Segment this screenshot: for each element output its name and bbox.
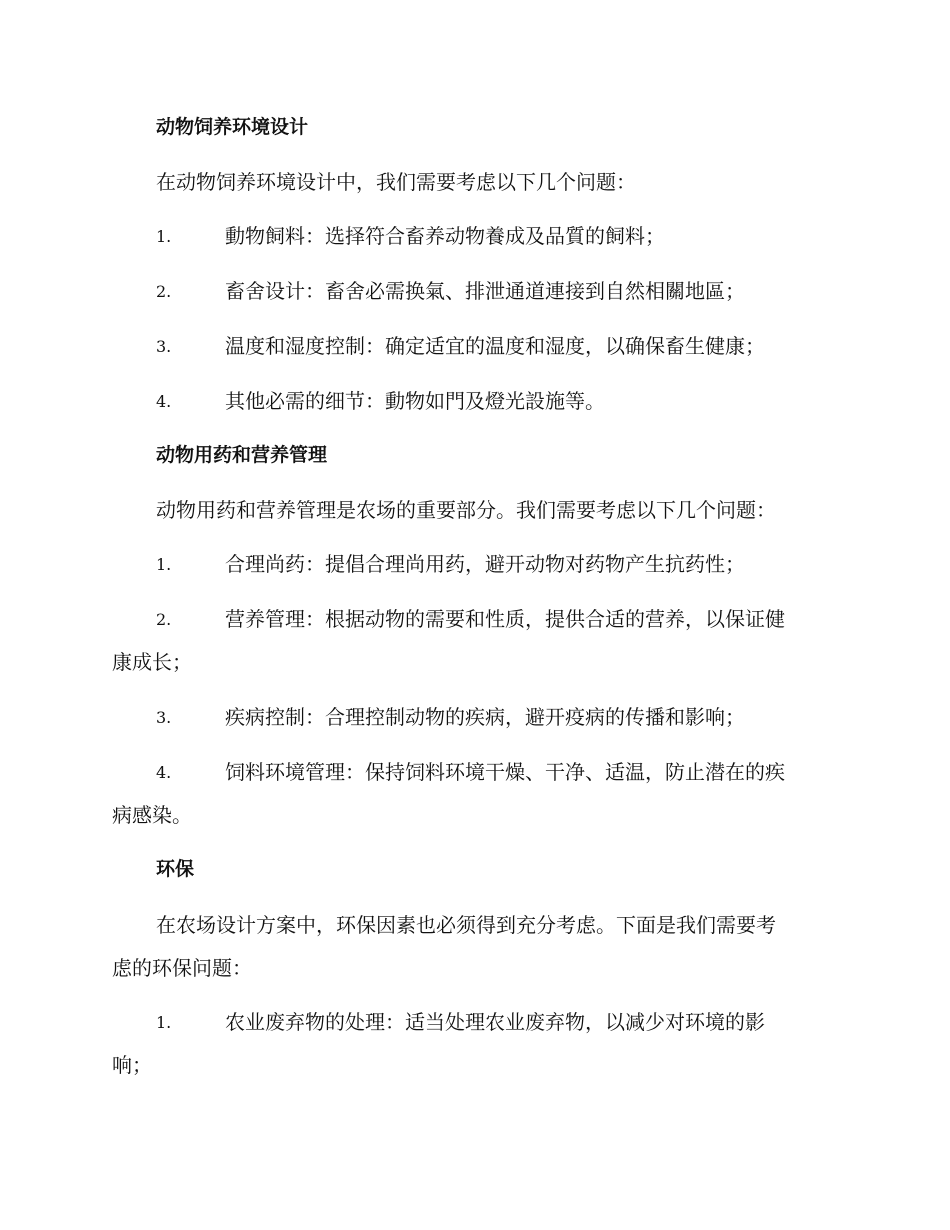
list-number: 3. — [156, 337, 172, 356]
list-number: 1. — [156, 227, 172, 246]
list-item-continuation: 康成长； — [112, 650, 192, 674]
section-heading: 动物用药和营养管理 — [156, 444, 328, 466]
list-number: 1. — [156, 1013, 172, 1032]
section-intro-continuation: 虑的环保问题： — [112, 956, 252, 980]
section-intro: 在农场设计方案中，环保因素也必须得到充分考虑。下面是我们需要考 — [156, 913, 776, 937]
section-heading: 动物饲养环境设计 — [156, 116, 309, 138]
list-item-text: 合理尚药：提倡合理尚用药，避开动物对药物产生抗药性； — [225, 552, 745, 576]
list-item-text: 农业废弃物的处理：适当处理农业废弃物，以减少对环境的影 — [225, 1010, 765, 1034]
section-heading: 环保 — [156, 858, 195, 880]
list-number: 3. — [156, 708, 172, 727]
section-intro: 动物用药和营养管理是农场的重要部分。我们需要考虑以下几个问题： — [156, 498, 776, 522]
list-item-text: 其他必需的细节：動物如門及燈光設施等。 — [225, 389, 605, 413]
list-item-text: 動物飼料：选择符合畜养动物養成及品質的飼料； — [225, 224, 665, 248]
list-number: 4. — [156, 392, 172, 411]
list-number: 2. — [156, 610, 172, 629]
list-item-text: 营养管理：根据动物的需要和性质，提供合适的营养，以保证健 — [225, 607, 785, 631]
list-number: 4. — [156, 763, 172, 782]
list-item-text: 温度和湿度控制：确定适宜的温度和湿度，以确保畜生健康； — [225, 334, 765, 358]
list-item-text: 饲料环境管理：保持饲料环境干燥、干净、适温，防止潜在的疾 — [225, 760, 785, 784]
list-number: 2. — [156, 282, 172, 301]
list-item-text: 疾病控制：合理控制动物的疾病，避开疫病的传播和影响； — [225, 705, 745, 729]
list-item-continuation: 病感染。 — [112, 803, 192, 827]
list-item-continuation: 响； — [112, 1053, 152, 1077]
section-intro: 在动物饲养环境设计中，我们需要考虑以下几个问题： — [156, 170, 636, 194]
list-number: 1. — [156, 555, 172, 574]
list-item-text: 畜舍设计：畜舍必需换氣、排泄通道連接到自然相關地區； — [225, 279, 745, 303]
